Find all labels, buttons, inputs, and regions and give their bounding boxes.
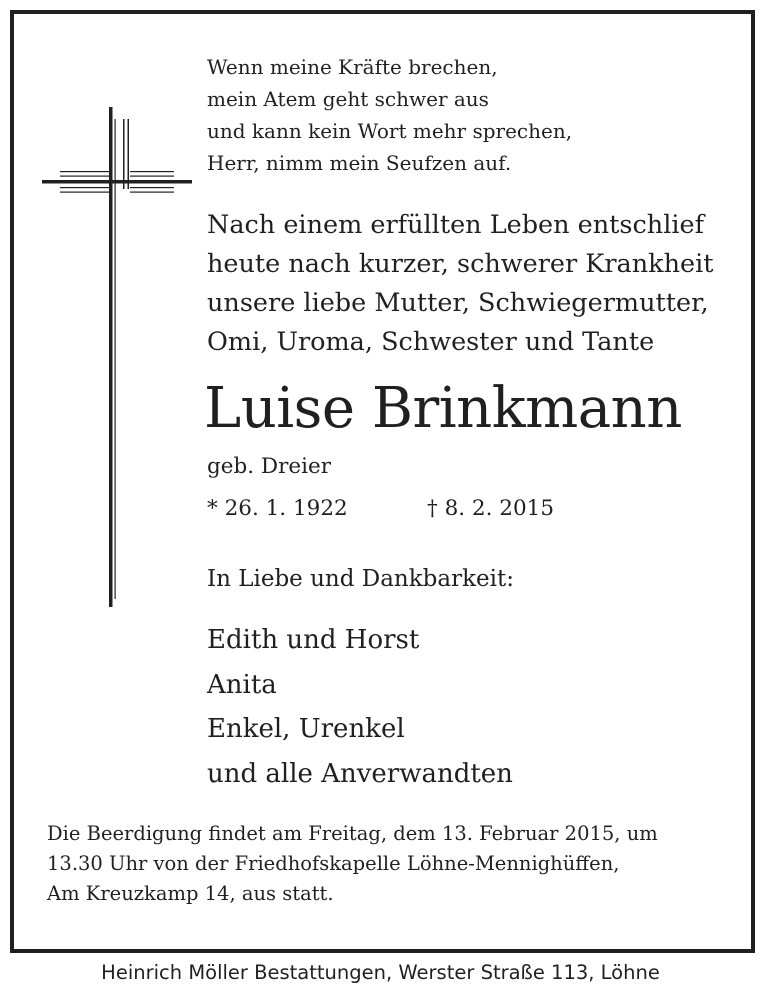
life-dates: [207, 494, 554, 524]
deceased-name: Luise Brinkmann: [204, 376, 682, 441]
thanks-line: In Liebe und Dankbarkeit:: [207, 566, 514, 592]
intro-line: Omi, Uroma, Schwester und Tante: [207, 327, 655, 357]
birth-date: * 26. 1. 1922: [207, 496, 348, 521]
death-date: † 8. 2. 2015: [427, 496, 554, 521]
poem: [207, 51, 572, 179]
intro-line: Nach einem erfüllten Leben entschlief: [207, 210, 705, 240]
funeral-line: Die Beerdigung findet am Freitag, dem 13. Februar 2015, um: [47, 822, 658, 845]
poem-line: Wenn meine Kräfte brechen,: [207, 55, 498, 79]
intro-line: heute nach kurzer, schwerer Krankheit: [207, 249, 714, 279]
mourners-list: [207, 618, 513, 796]
intro-text: [207, 206, 714, 362]
poem-line: mein Atem geht schwer aus: [207, 87, 489, 111]
mourner: Edith und Horst: [207, 625, 420, 655]
mourner: Enkel, Urenkel: [207, 714, 405, 744]
funeral-line: 13.30 Uhr von der Friedhofskapelle Löhne-Mennighüffen,: [47, 852, 620, 875]
funeral-home-footer: Heinrich Möller Bestattungen, Werster Straße 113, Löhne: [101, 961, 660, 984]
mourner: und alle Anverwandten: [207, 758, 513, 789]
funeral-notice: [47, 819, 658, 909]
mourner: Anita: [207, 669, 277, 700]
poem-line: und kann kein Wort mehr sprechen,: [207, 119, 573, 143]
maiden-name: geb. Dreier: [207, 454, 332, 479]
poem-line: Herr, nimm mein Seufzen auf.: [207, 151, 512, 175]
funeral-line: Am Kreuzkamp 14, aus statt.: [47, 882, 334, 905]
intro-line: unsere liebe Mutter, Schwiegermutter,: [207, 288, 709, 318]
obituary-frame: [10, 10, 755, 953]
cross-icon: [42, 107, 192, 607]
